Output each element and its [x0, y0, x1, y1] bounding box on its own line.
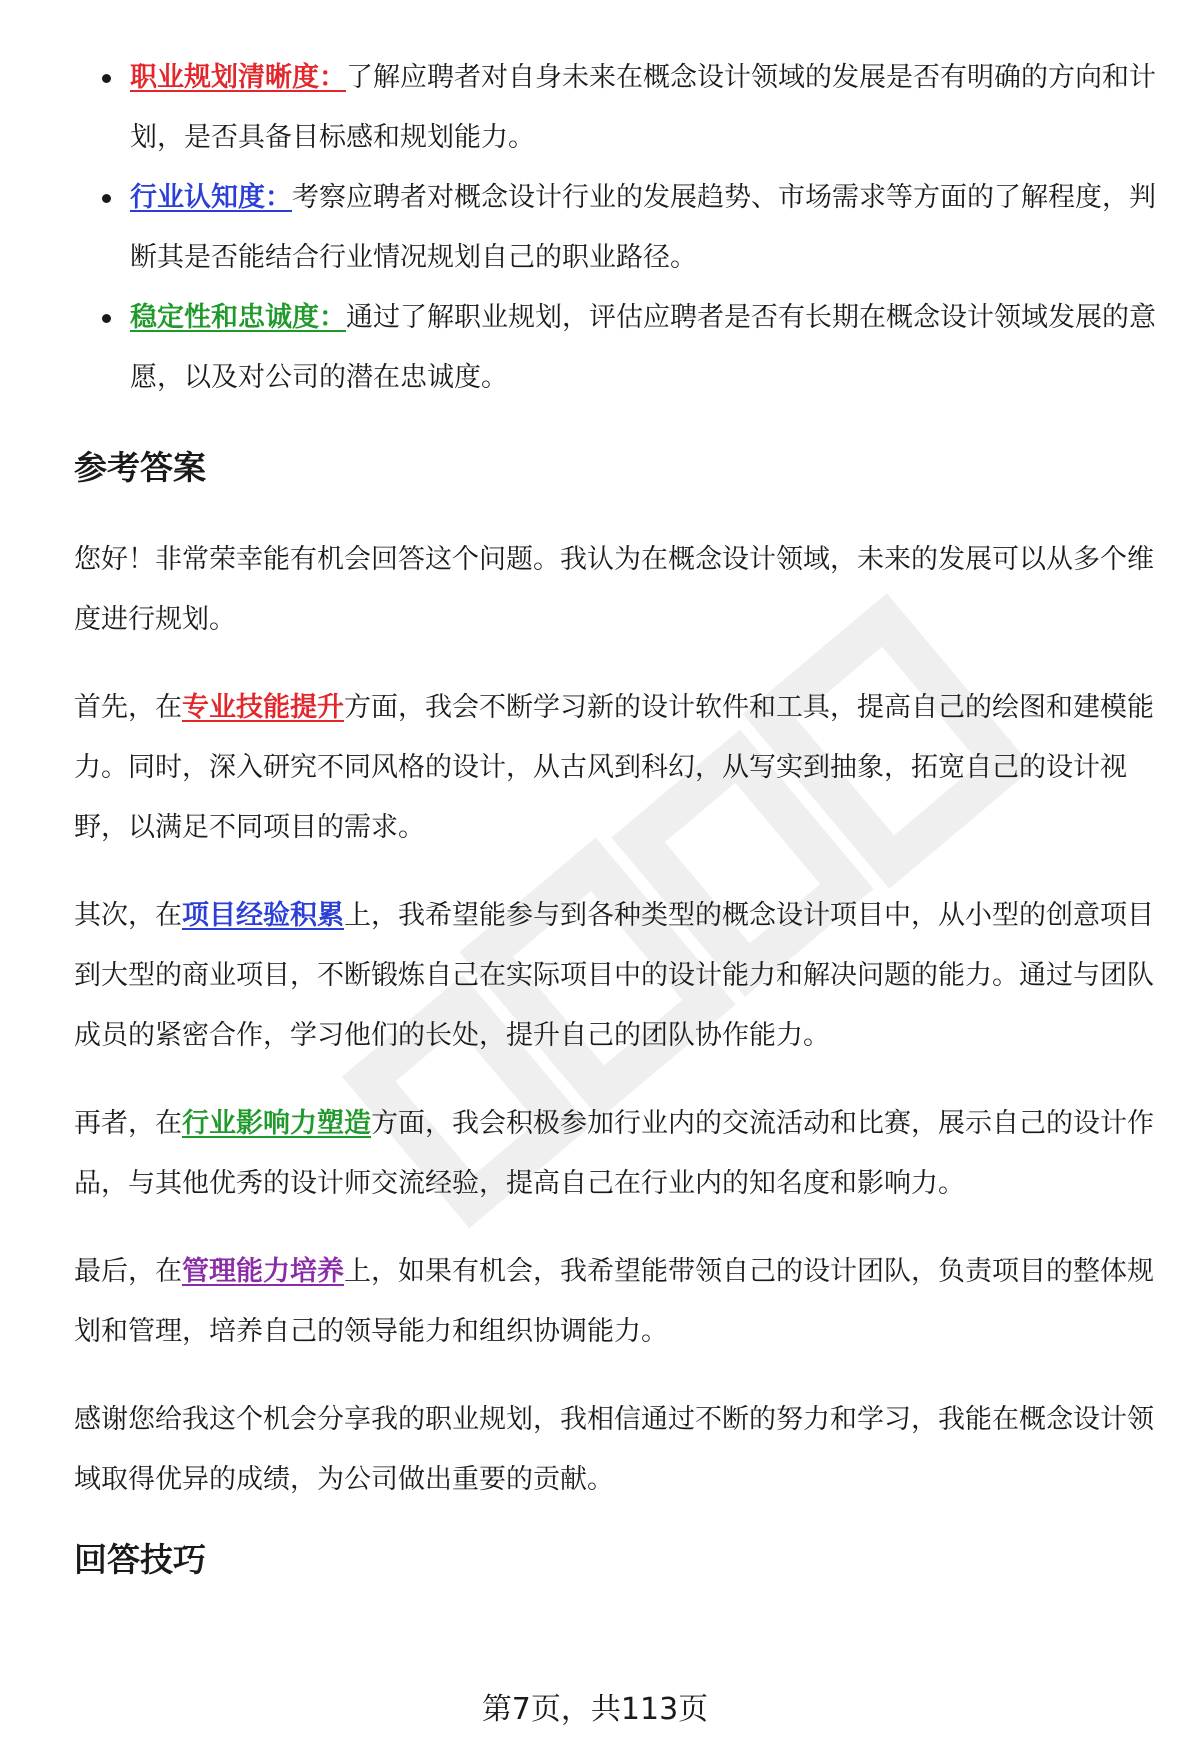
intro-paragraph: 您好！非常荣幸能有机会回答这个问题。我认为在概念设计领域，未来的发展可以从多个维度进行规划。 [74, 544, 1154, 635]
paragraph-lead: 再者，在 [74, 1108, 182, 1139]
reference-answer-heading: 参考答案 [74, 448, 206, 487]
bullet-dot-icon [102, 314, 111, 323]
document-page [74, 48, 1164, 1582]
closing-paragraph: 感谢您给我这个机会分享我的职业规划，我相信通过不断的努力和学习，我能在概念设计领域取得优异的成绩，为公司做出重要的贡献。 [74, 1404, 1154, 1495]
answer-paragraph-management [74, 1242, 1164, 1362]
bullet-dot-icon [102, 194, 111, 203]
paragraph-body: 方面，我会不断学习新的设计软件和工具，提高自己的绘图和建模能力。同时，深入研究不同风格的设计，从古风到科幻，从写实到抽象，拓宽自己的设计视野，以满足不同项目的需求。 [74, 692, 1154, 843]
criteria-item-stability-loyalty [74, 288, 1164, 408]
paragraph-body: 上，我希望能参与到各种类型的概念设计项目中，从小型的创意项目到大型的商业项目，不断锻炼自己在实际项目中的设计能力和解决问题的能力。通过与团队成员的紧密合作，学习他们的长处，提升自己的团队协作能力。 [74, 900, 1154, 1051]
criteria-text: 了解应聘者对自身未来在概念设计领域的发展是否有明确的方向和计划，是否具备目标感和规划能力。 [130, 62, 1156, 153]
paragraph-keyword: 管理能力培养 [182, 1256, 344, 1287]
paragraph-lead: 最后，在 [74, 1256, 182, 1287]
answer-paragraph-influence [74, 1094, 1164, 1214]
criteria-keyword: 职业规划清晰度： [130, 62, 346, 93]
criteria-text: 考察应聘者对概念设计行业的发展趋势、市场需求等方面的了解程度，判断其是否能结合行业情况规划自己的职业路径。 [130, 182, 1156, 273]
answer-paragraph-skills [74, 678, 1164, 858]
answer-paragraph-experience [74, 886, 1164, 1066]
bullet-dot-icon [102, 74, 111, 83]
paragraph-lead: 其次，在 [74, 900, 182, 931]
page-number-footer: 第7页，共113页 [481, 1692, 709, 1727]
answer-tips-heading: 回答技巧 [74, 1540, 206, 1579]
paragraph-keyword: 行业影响力塑造 [182, 1108, 371, 1139]
criteria-list [74, 48, 1164, 408]
paragraph-keyword: 专业技能提升 [182, 692, 344, 723]
criteria-text: 通过了解职业规划，评估应聘者是否有长期在概念设计领域发展的意愿，以及对公司的潜在忠诚度。 [130, 302, 1156, 393]
paragraph-body: 上，如果有机会，我希望能带领自己的设计团队，负责项目的整体规划和管理，培养自己的领导能力和组织协调能力。 [74, 1256, 1154, 1347]
criteria-keyword: 行业认知度： [130, 182, 292, 213]
criteria-item-industry-awareness [74, 168, 1164, 288]
paragraph-body: 方面，我会积极参加行业内的交流活动和比赛，展示自己的设计作品，与其他优秀的设计师交流经验，提高自己在行业内的知名度和影响力。 [74, 1108, 1154, 1199]
criteria-item-career-clarity [74, 48, 1164, 168]
paragraph-lead: 首先，在 [74, 692, 182, 723]
criteria-keyword: 稳定性和忠诚度： [130, 302, 346, 333]
paragraph-keyword: 项目经验积累 [182, 900, 344, 931]
